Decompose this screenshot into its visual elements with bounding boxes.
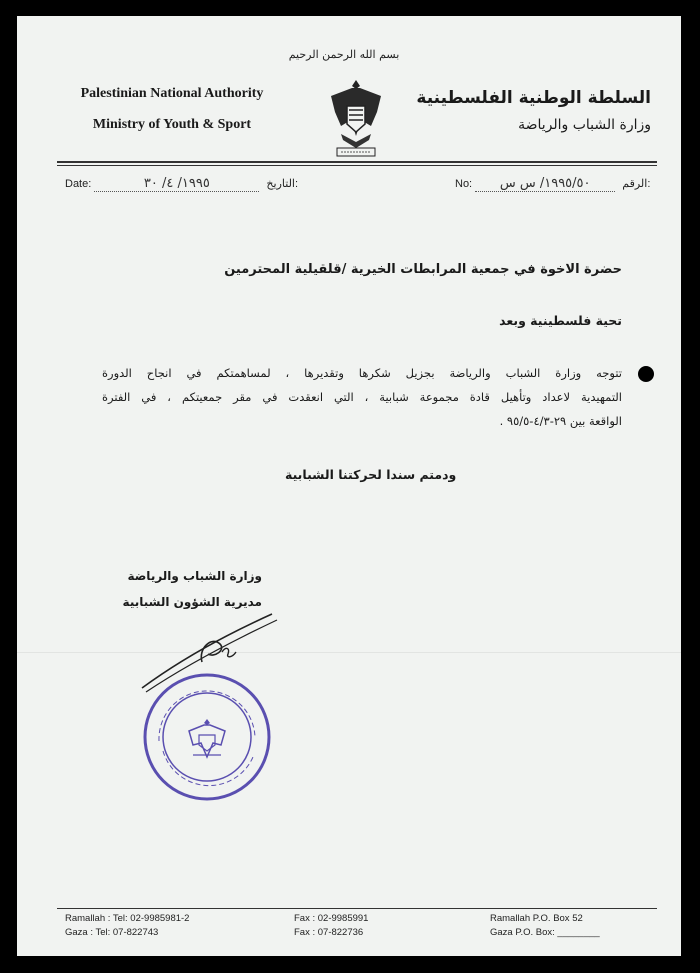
body-line-3: الواقعة بين ٢٩-٤/٣-٩٥/٥ . (499, 414, 622, 428)
body-line-2: التمهيدية لاعداد وتأهيل قادة مجموعة شبابية ، التي انعقدت في مقر جمعيتكم ، في الفترة (102, 390, 622, 404)
ref-value: ١٩٩٥/٥٠/ س س (475, 176, 615, 192)
fold-line (17, 652, 681, 653)
footer-rule (57, 908, 657, 909)
closing: ودمتم سندا لحركتنا الشبابية (285, 467, 457, 482)
greeting: تحية فلسطينية وبعد (499, 313, 622, 328)
ref-label-ar: الرقم: (622, 178, 651, 190)
footer-ramallah-po-box: Ramallah P.O. Box 52 (490, 913, 583, 924)
date-label: Date: (65, 178, 92, 190)
punch-hole (638, 366, 654, 382)
ref-number-field (455, 176, 650, 192)
addressee: حضرة الاخوة في جمعية المرابطات الخيرية /قلقيلية المحترمين (224, 262, 622, 277)
footer-ramallah-fax: Fax : 02-9985991 (294, 913, 369, 924)
ministry-name-en: Ministry of Youth & Sport (92, 117, 252, 132)
footer-ramallah-tel: Ramallah : Tel: 02-9985981-2 (65, 913, 190, 924)
signatory-department: مديرية الشؤون الشبابية (122, 595, 262, 609)
date-value: ١٩٩٥/ ٤/ ٣٠ (94, 176, 259, 192)
org-name-en: Palestinian National Authority (80, 86, 264, 101)
letter-page (17, 16, 681, 956)
official-stamp-icon (141, 671, 273, 803)
bismillah: بسم الله الرحمن الرحيم (288, 48, 400, 61)
body-line-1: تتوجه وزارة الشباب والرياضة بجزيل شكرها وتقديرها ، لمساهمتكم في انجاح الدورة (102, 366, 622, 380)
date-label-ar: التاريخ: (266, 178, 299, 190)
footer-gaza-tel: Gaza : Tel: 07-822743 (65, 927, 159, 938)
footer-po-box (490, 912, 600, 940)
ref-label: No: (455, 178, 473, 190)
eagle-emblem-icon (329, 76, 383, 160)
signatory-ministry: وزارة الشباب والرياضة (127, 569, 262, 583)
ministry-name-ar: وزارة الشباب والرياضة (518, 117, 651, 133)
header-rule (57, 161, 657, 163)
org-name-ar: السلطة الوطنية الفلسطينية (416, 88, 651, 108)
footer-gaza-po-box: Gaza P.O. Box: ________ (490, 927, 600, 938)
header-rule-thin (57, 165, 657, 166)
footer-fax (294, 912, 368, 940)
footer-ramallah-gaza-tel (65, 912, 189, 940)
footer-gaza-fax: Fax : 07-822736 (294, 927, 364, 938)
date-field (65, 176, 298, 192)
